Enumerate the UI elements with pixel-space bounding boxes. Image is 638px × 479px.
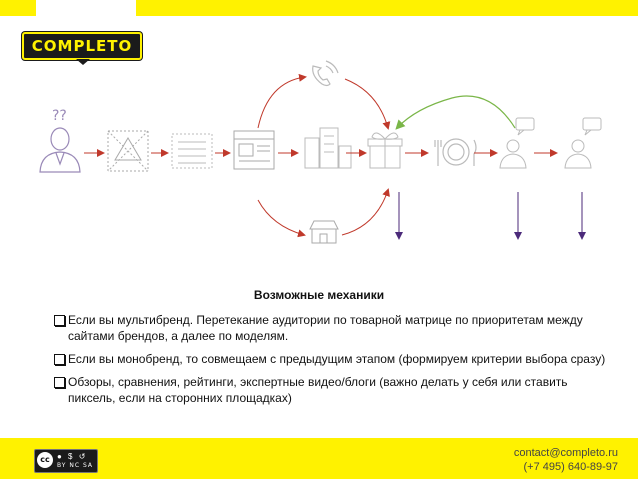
- logo-text: COMPLETO: [31, 37, 133, 55]
- return-arrow: [397, 96, 515, 128]
- contact-email[interactable]: contact@completo.ru: [513, 447, 618, 459]
- customer-question-icon: [40, 108, 80, 172]
- flow-arrow-to-phone: [258, 77, 305, 128]
- dining-icon: [435, 139, 476, 166]
- phone-icon: [313, 61, 338, 86]
- checkbox-bullet-icon: [54, 354, 65, 365]
- contact-phone[interactable]: (+7 495) 640-89-97: [523, 461, 618, 473]
- buildings-icon: [305, 128, 351, 168]
- cc-icon: cc: [37, 452, 53, 468]
- store-icon: [310, 221, 338, 243]
- list-item: [54, 374, 614, 406]
- checkbox-bullet-icon: [54, 315, 65, 326]
- wireframe-icon: [108, 131, 148, 171]
- list-item-text: Если вы монобренд, то совмещаем с предыдущим этапом (формируем критерии выбора сразу): [68, 352, 606, 366]
- list-item: [54, 351, 614, 367]
- person-chat-icon: [500, 118, 534, 168]
- creative-commons-badge[interactable]: [34, 449, 98, 473]
- bullet-list: [54, 306, 614, 413]
- flow-arrow-to-store: [258, 200, 304, 235]
- browser-icon: [234, 131, 274, 169]
- list-item: [54, 312, 614, 344]
- list-icon: [172, 134, 212, 168]
- section-caption: Возможные механики: [253, 288, 385, 302]
- license-icons: ● $ ↺: [57, 452, 88, 461]
- svg-text:??: ??: [52, 108, 67, 124]
- person-chat-icon: [565, 118, 601, 168]
- flow-arrow-from-store: [342, 190, 388, 235]
- gift-box-icon: [368, 133, 402, 168]
- list-item-text: Если вы мультибренд. Перетекание аудитории по товарной матрице по приоритетам между сайтами брендов, а далее по моделям.: [68, 313, 583, 343]
- flow-arrow-from-phone: [345, 79, 388, 128]
- license-terms: BY NC SA: [57, 462, 93, 469]
- checkbox-bullet-icon: [54, 377, 65, 388]
- contact-info: [514, 446, 618, 474]
- list-item-text: Обзоры, сравнения, рейтинги, экспертные видео/блоги (важно делать у себя или ставить пиксель, если на сторонних площадках): [68, 375, 568, 405]
